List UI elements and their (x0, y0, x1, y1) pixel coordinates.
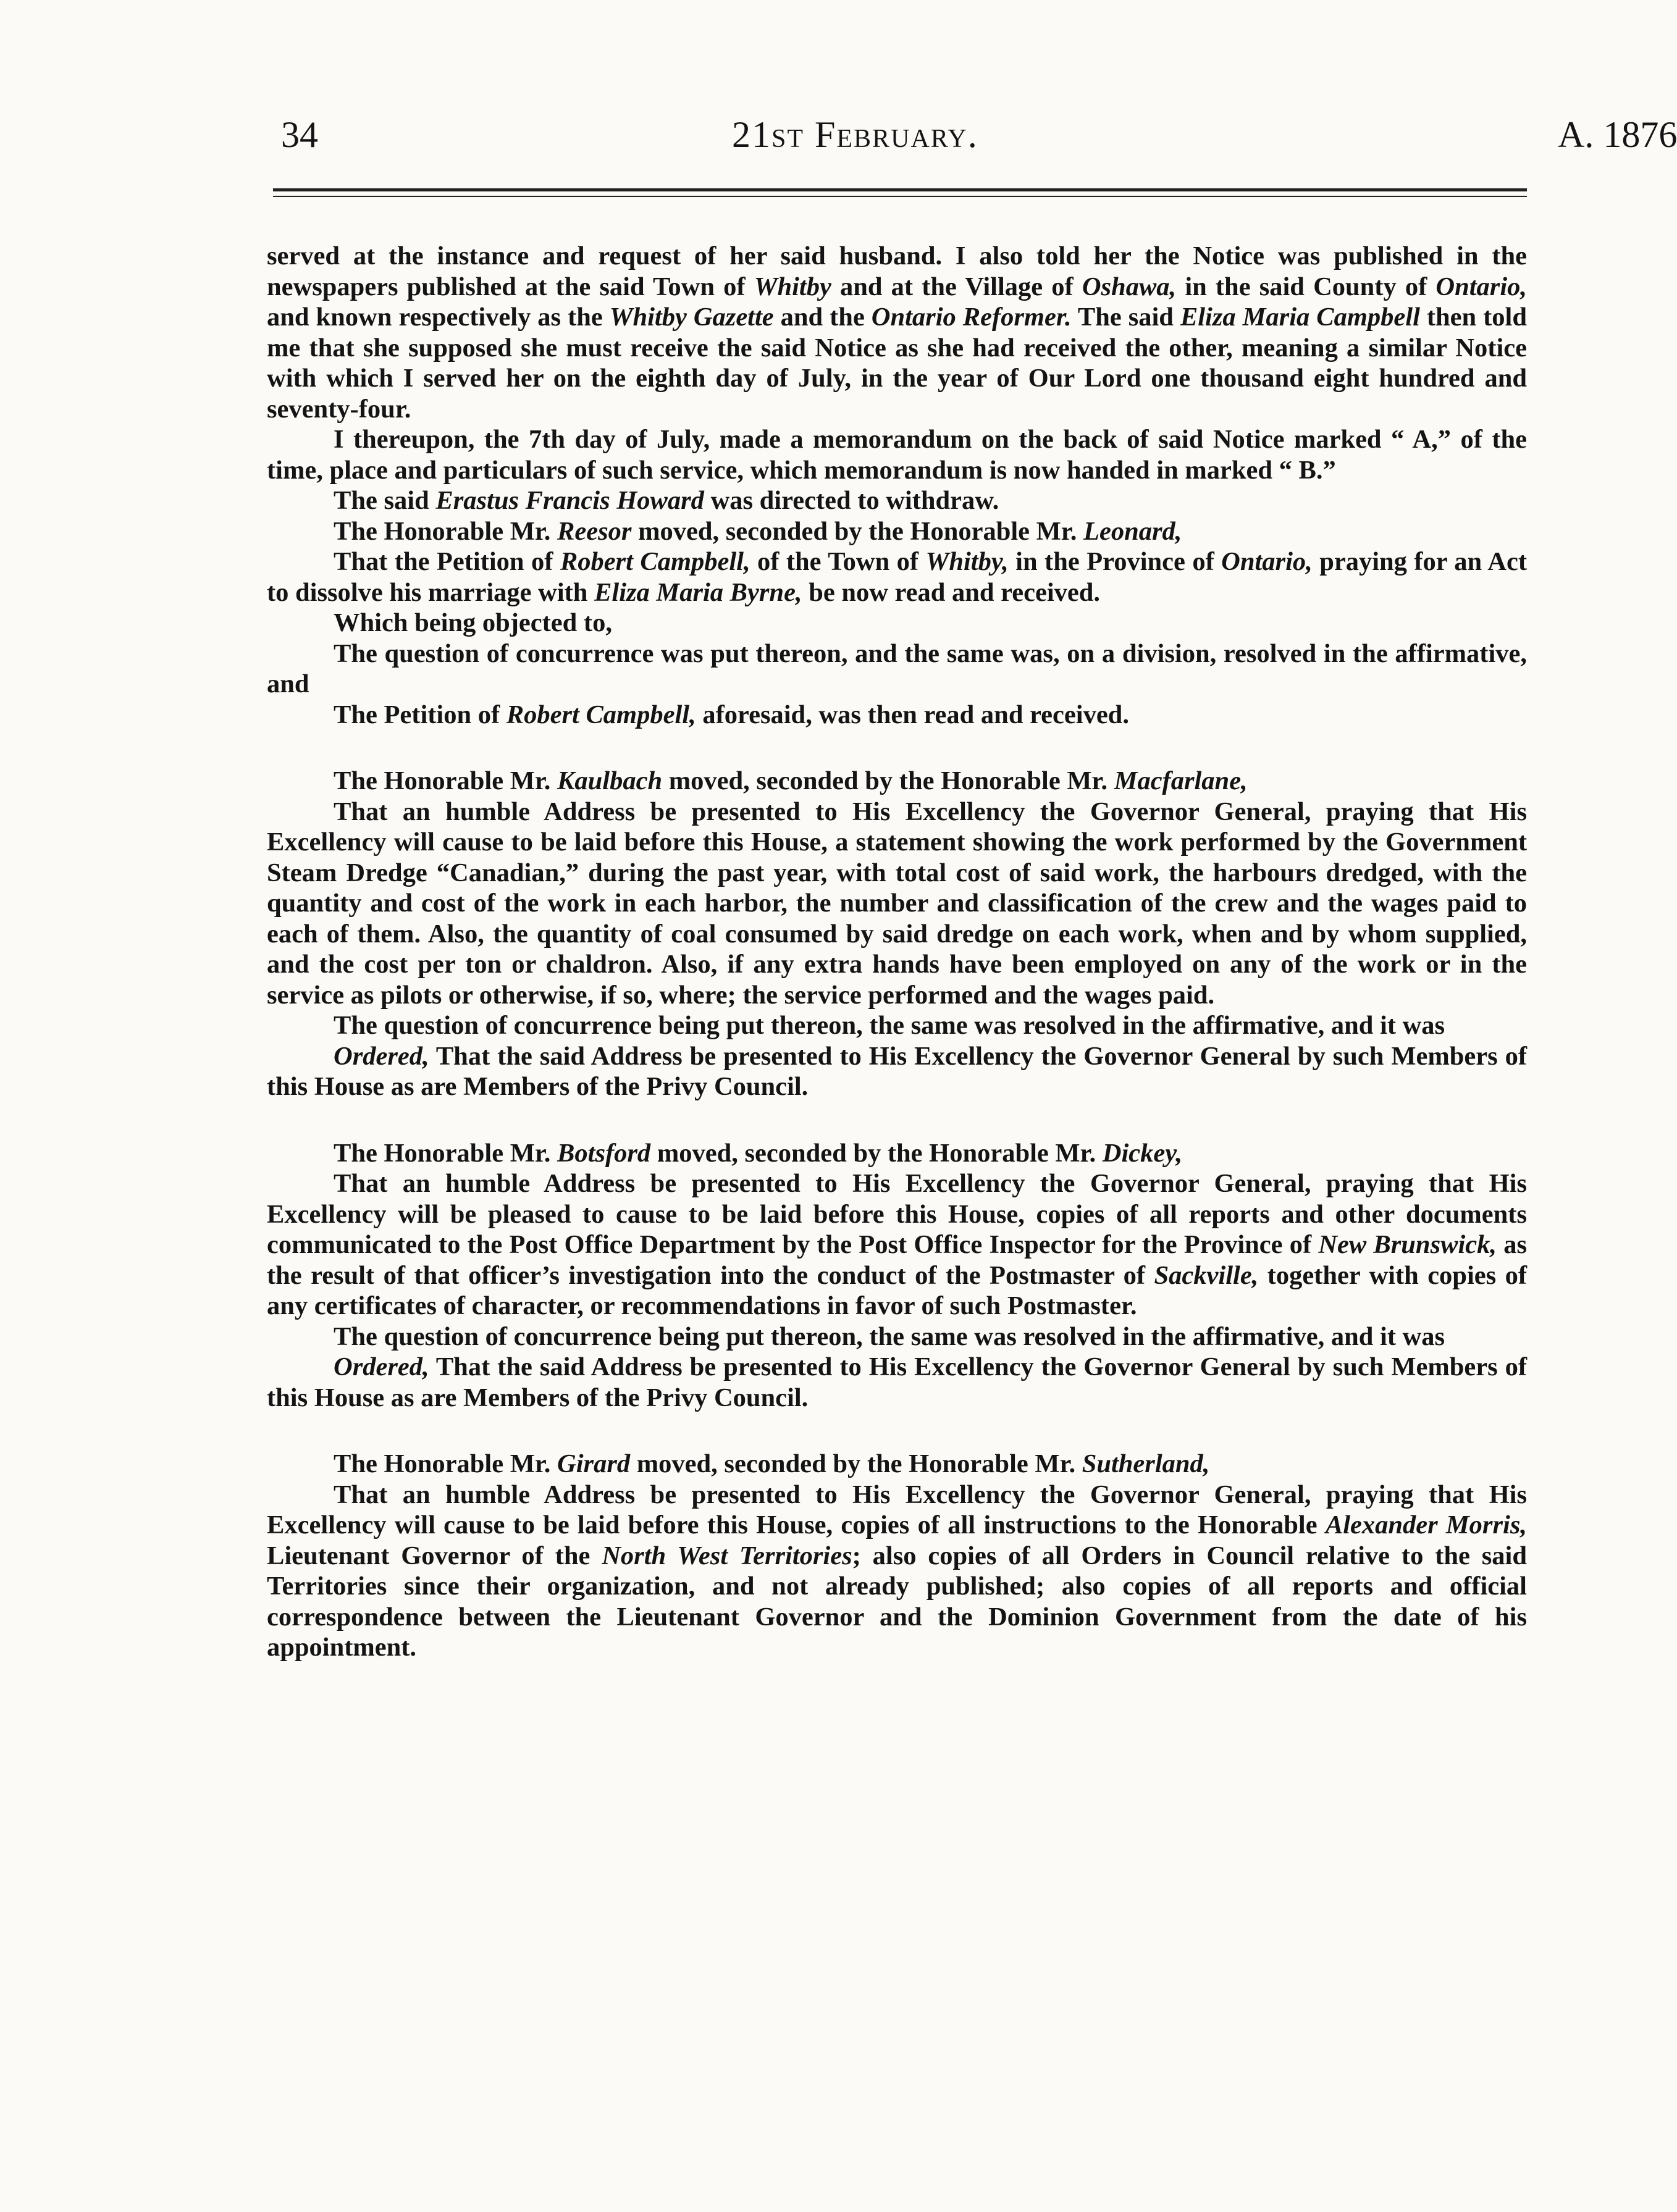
text-run: in the Province of (1008, 547, 1222, 576)
italic-name: Robert Campbell, (560, 547, 750, 576)
italic-name: Eliza Maria Campbell (1180, 303, 1420, 332)
text-run: That an humble Address be presented to His Excellency the Governor General, praying that His Excellency will be pleased to cause to be laid before this House, copies of all reports and other documents communicated to the Post Office Department by the Post Office Inspector for the Province of (267, 1169, 1527, 1259)
text-run: That the said Address be presented to His Excellency the Governor General by such Members of this House as are Members of the Privy Council. (267, 1041, 1527, 1101)
italic-name: Eliza Maria Byrne, (594, 577, 802, 607)
text-run: served at the instance and request of her said husband. I also told her the Notice was published in the newspapers published at the said Town of (267, 241, 1527, 301)
text-run: moved, seconded by the Honorable Mr. (630, 1449, 1082, 1478)
paragraph (267, 1322, 1527, 1352)
text-run: The question of concurrence was put thereon, and the same was, on a division, resolved in the affirmative, and (267, 639, 1527, 698)
paragraph (267, 424, 1527, 485)
running-head-date: 21st February. (732, 114, 978, 155)
text-run: moved, seconded by the Honorable Mr. (650, 1138, 1103, 1168)
text-run: The question of concurrence being put thereon, the same was resolved in the affirmative, and it was (334, 1322, 1445, 1351)
paragraph (267, 1010, 1527, 1041)
paragraph (267, 1449, 1527, 1480)
text-run: then told me that she supposed she must receive the said Notice as she had received the other, meaning a similar Notice with which I served her on the eighth day of July, in the year of Our Lord one thousand eight hundred and seventy-four. (267, 303, 1527, 424)
running-head (281, 110, 1677, 159)
italic-name: Whitby, (925, 547, 1009, 576)
text-run: was directed to withdraw. (704, 486, 999, 515)
paragraph (267, 547, 1527, 608)
italic-name: Leonard, (1083, 516, 1182, 546)
text-run: That the said Address be presented to His Excellency the Governor General by such Members of this House as are Members of the Privy Council. (267, 1352, 1527, 1412)
body-text (267, 241, 1527, 1663)
paragraph (267, 516, 1527, 547)
text-run: That an humble Address be presented to His Excellency the Governor General, praying that His Excellency will cause to be laid before this House, copies of all instructions to the Honorable (267, 1480, 1527, 1540)
text-run: of the Town of (750, 547, 926, 576)
text-run: That the Petition of (334, 547, 560, 576)
text-run: ; also copies of all Orders in Council relative to the said Territories since their organization, and not already published; also copies of all reports and official correspondence between the Lieutenant Governor and the Dominion Government from the date of his appointment. (267, 1541, 1528, 1662)
italic-name: North West Territories (602, 1541, 852, 1570)
running-head-year: A. 1876 (1558, 114, 1677, 155)
paragraph (267, 1138, 1527, 1169)
text-run: The said (1071, 303, 1180, 332)
italic-name: New Brunswick, (1318, 1230, 1497, 1259)
text-run: moved, seconded by the Honorable Mr. (631, 516, 1084, 546)
paragraph (267, 485, 1527, 516)
text-run: That an humble Address be presented to His Excellency the Governor General, praying that His Excellency will cause to be laid before this House, a statement showing the work performed by the Government Steam Dredge “Canadian,” during the past year, with total cost of said work, the harbours dredged, with the quantity and cost of the work in each harbor, the number and classification of the crew and the wages paid to each of them. Also, the quantity of coal consumed by said dredge on each work, when and by whom supplied, and the cost per ton or chaldron. Also, if any extra hands have been employed on any of the work or in the service as pilots or otherwise, if so, where; the service performed and the wages paid. (267, 797, 1527, 1010)
text-run: The Petition of (334, 700, 506, 729)
italic-name: Macfarlane, (1114, 766, 1248, 795)
text-run: Lieutenant Governor of the (267, 1541, 602, 1570)
italic-name: Robert Campbell, (506, 700, 696, 729)
text-run: be now read and received. (802, 577, 1101, 607)
text-run: The Honorable Mr. (334, 1138, 558, 1168)
italic-name: Alexander Morris, (1325, 1510, 1527, 1540)
text-run: The question of concurrence being put thereon, the same was resolved in the affirmative, and it was (334, 1011, 1445, 1040)
paragraph (267, 1168, 1527, 1322)
italic-name: Ordered, (334, 1041, 429, 1071)
paragraph (267, 639, 1527, 700)
italic-name: Erastus Francis Howard (435, 486, 704, 515)
italic-name: Girard (557, 1449, 631, 1478)
text-run: together with copies of any certificates of character, or recommendations in favor of such Postmaster. (267, 1260, 1527, 1320)
text-run: Which being objected to, (334, 608, 612, 637)
italic-name: Botsford (557, 1138, 651, 1168)
paragraph (267, 1041, 1527, 1102)
paragraph (267, 700, 1527, 731)
italic-name: Oshawa, (1082, 272, 1177, 301)
text-run: aforesaid, was then read and received. (696, 700, 1129, 729)
text-run: The said (334, 486, 436, 515)
italic-name: Ordered, (334, 1352, 429, 1381)
paragraph (267, 1352, 1527, 1413)
page-number: 34 (281, 114, 318, 155)
italic-name: Dickey, (1102, 1138, 1183, 1168)
text-run: The Honorable Mr. (334, 766, 558, 795)
text-run: The Honorable Mr. (334, 516, 558, 546)
paragraph (267, 608, 1527, 639)
text-run: and at the Village of (831, 272, 1082, 301)
text-run: The Honorable Mr. (334, 1449, 558, 1478)
italic-name: Sutherland, (1082, 1449, 1210, 1478)
text-run: as the result of that officer’s investigation into the conduct of the Postmaster of (267, 1230, 1528, 1290)
italic-name: Ontario Reformer. (871, 303, 1072, 332)
italic-name: Ontario, (1221, 547, 1313, 576)
paragraph (267, 766, 1527, 797)
paragraph (267, 797, 1527, 1011)
text-run: in the said County of (1176, 272, 1436, 301)
text-run: praying for an Act to dissolve his marriage with (267, 547, 1527, 607)
italic-name: Sackville, (1154, 1260, 1259, 1290)
text-run: and known respectively as the (267, 303, 610, 332)
paragraph (267, 1480, 1527, 1663)
paragraph (267, 241, 1527, 424)
italic-name: Reesor (557, 516, 632, 546)
header-rule-thin (273, 196, 1527, 197)
italic-name: Whitby (754, 272, 831, 301)
text-run: I thereupon, the 7th day of July, made a memorandum on the back of said Notice marked “ A,” of the time, place and particulars of such service, which memorandum is now handed in marked “ B.” (267, 425, 1527, 485)
italic-name: Whitby Gazette (609, 303, 774, 332)
text-run: moved, seconded by the Honorable Mr. (662, 766, 1114, 795)
text-run: and the (773, 303, 872, 332)
header-rule-thick (273, 188, 1527, 191)
italic-name: Ontario, (1435, 272, 1527, 301)
italic-name: Kaulbach (557, 766, 663, 795)
